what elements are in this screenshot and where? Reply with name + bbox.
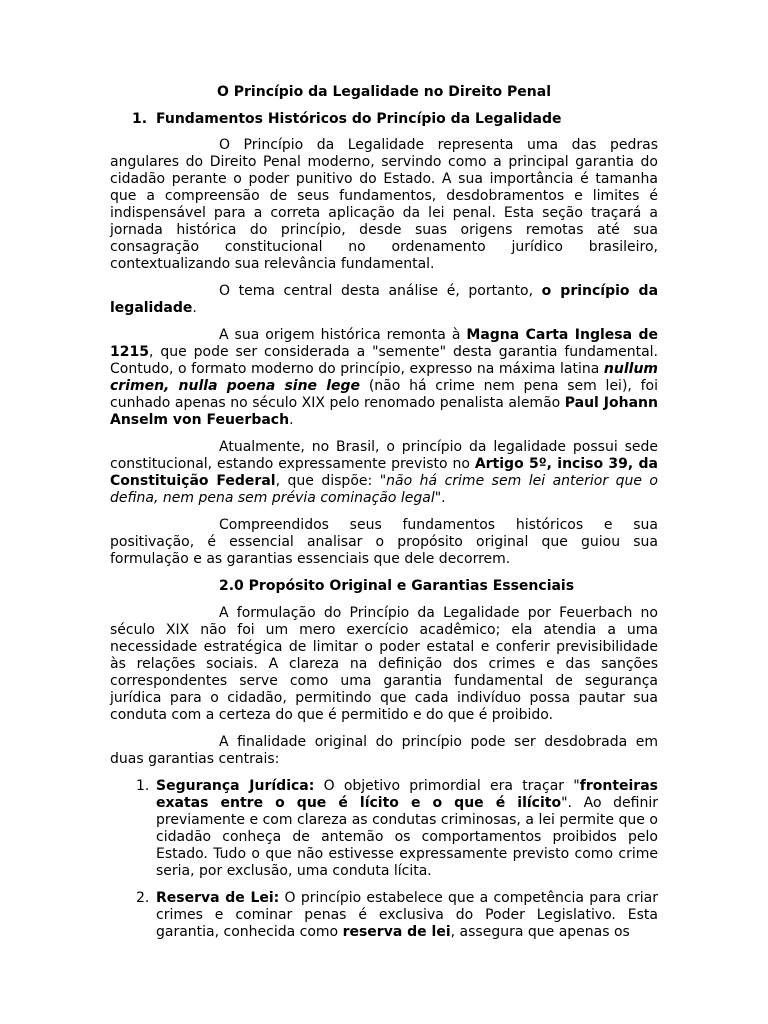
paragraph-4-text-3: ". [434,490,446,506]
list-item [110,890,658,941]
paragraph-2-text: O tema central desta análise é, portanto, [219,283,542,299]
list-item-text-1: O objetivo primordial era traçar " [314,778,580,794]
list-item [110,778,658,880]
list-item-body [156,778,658,880]
paragraph-2-end: . [192,300,197,316]
paragraph-2-bold: o princípio da legalidade [110,283,659,316]
list-item-term: Segurança Jurídica: [156,778,315,794]
paragraph-3-text-4: . [289,412,294,428]
paragraph-4-text-2: , que dispõe: " [275,473,387,489]
constitution-article: Artigo 5º, inciso 39, da Constituição Federal [110,456,659,489]
paragraph-4-text-1: Atualmente, no Brasil, o princípio da legalidade possui sede constitucional, estando expressamente previsto no [110,439,658,472]
constitution-quote: não há crime sem lei anterior que o defina, nem pena sem prévia cominação legal [110,473,658,506]
list-item-text-2: , assegura que apenas os [450,924,630,940]
paragraph-4 [110,439,658,507]
document-title: O Princípio da Legalidade no Direito Penal [216,84,552,100]
section-1-title: Fundamentos Históricos do Princípio da Legalidade [156,111,562,127]
list-item-bold: reserva de lei [342,924,451,940]
paragraph-6: A formulação do Princípio da Legalidade por Feuerbach no século XIX não foi um mero exercício acadêmico; ela atendia a uma necessidade estratégica de limitar o poder estatal e conferir previsibilidade às relações sociais. A clareza na definição dos crimes e das sanções correspondentes serve como uma garantia fundamental de segurança jurídica para o cidadão, permitindo que cada indivíduo possa pautar sua conduta com a certeza do que é permitido e do que é proibido. [110,605,658,723]
list-item-term: Reserva de Lei: [156,890,280,906]
paragraph-3-text-2: , que pode ser considerada a "semente" desta garantia fundamental. Contudo, o formato moderno do princípio, expresso na máxima latina [110,344,658,377]
list-item-text-1: O princípio estabelece que a competência para criar crimes e cominar penas é exclusiva do Poder Legislativo. Esta garantia, conhecida como [156,890,658,940]
latin-maxim: nullum crimen, nulla poena sine lege [110,361,658,394]
list-item-text-2: ". Ao definir previamente e com clareza as condutas criminosas, a lei permite que o cidadão conheça de antemão os comportamentos proibidos pelo Estado. Tudo o que não estivesse expressamente previsto como crime seria, por exclusão, uma conduta lícita. [156,795,658,879]
guarantees-list [110,778,658,941]
section-1-number: 1. [132,111,148,127]
paragraph-1: O Princípio da Legalidade representa uma das pedras angulares do Direito Penal moderno, servindo como a principal garantia do cidadão perante o poder punitivo do Estado. A sua importância é tamanha que a compreensão de seus fundamentos, desdobramentos e limites é indispensável para a correta aplicação da lei penal. Esta seção traçará a jornada histórica do princípio, desde suas origens remotas até sua consagração constitucional no ordenamento jurídico brasileiro, contextualizando sua relevância fundamental. [110,137,658,272]
paragraph-7: A finalidade original do princípio pode ser desdobrada em duas garantias centrais: [110,734,658,767]
section-1-heading [132,111,658,127]
list-item-marker: 2. [136,890,150,906]
magna-carta-bold: Magna Carta Inglesa de 1215 [110,327,658,360]
paragraph-3-text-1: A sua origem histórica remonta à [219,327,467,343]
paragraph-2 [110,283,658,317]
section-2-heading: 2.0 Propósito Original e Garantias Essenciais [219,578,575,594]
feuerbach-name: Paul Johann Anselm von Feuerbach [110,395,658,428]
paragraph-5: Compreendidos seus fundamentos históricos e sua positivação, é essencial analisar o propósito original que guiou sua formulação e as garantias essenciais que dele decorrem. [110,517,658,567]
paragraph-3 [110,327,658,429]
list-item-body [156,890,658,941]
list-item-bold: fronteiras exatas entre o que é lícito e o que é ilícito [156,778,658,811]
list-item-marker: 1. [136,778,150,794]
paragraph-3-text-3: (não há crime nem pena sem lei), foi cunhado apenas no século XIX pelo renomado penalista alemão [110,378,658,411]
